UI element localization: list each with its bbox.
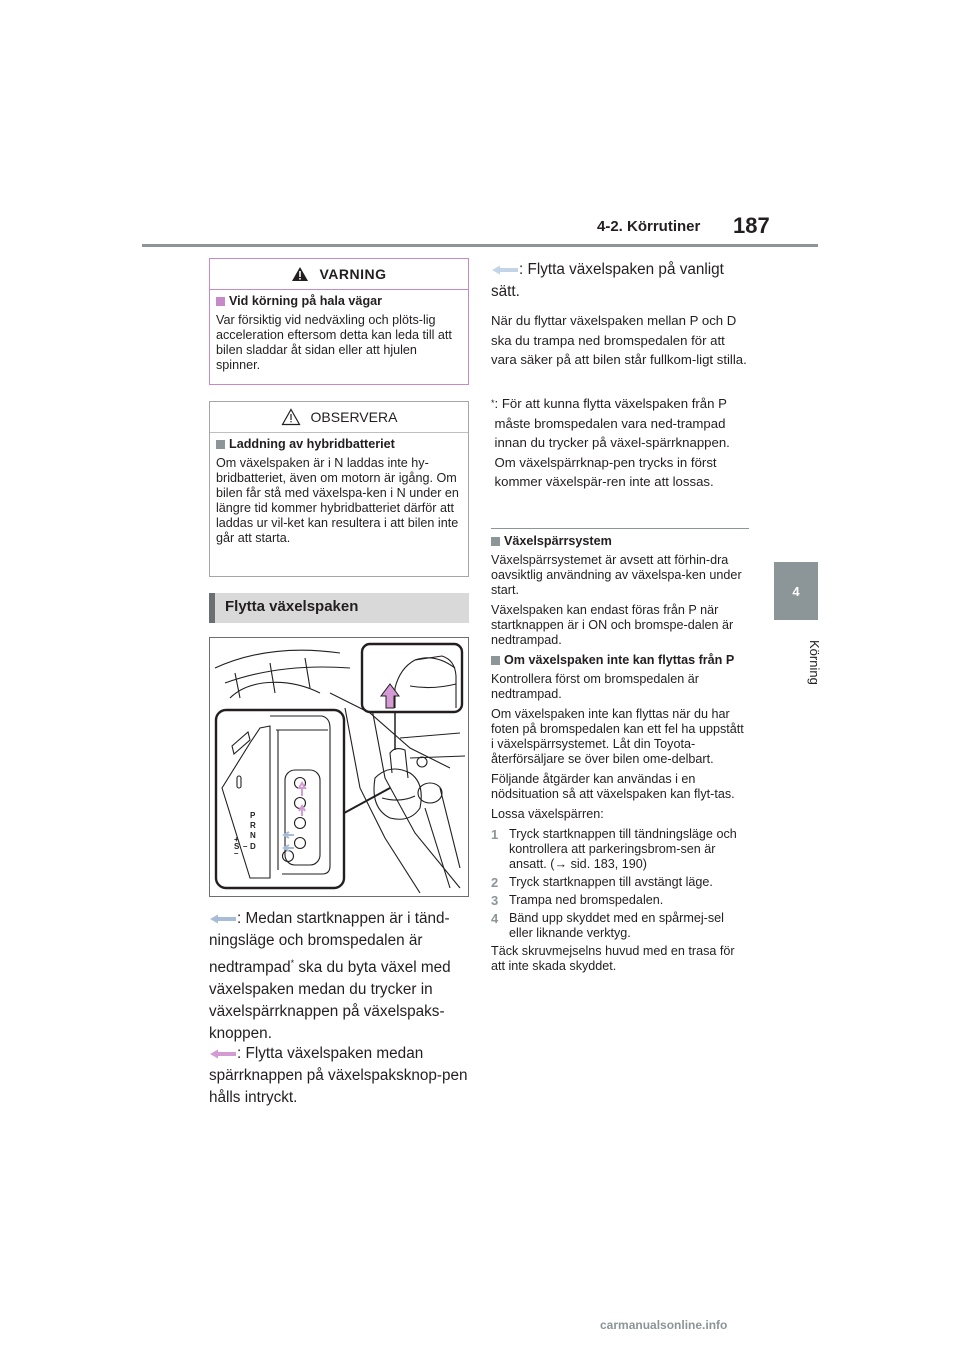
notice-box [209, 401, 469, 577]
chapter-tab[interactable] [774, 562, 818, 620]
footer-watermark[interactable]: carmanualsonline.info [600, 1318, 728, 1332]
list-item: 4 Bänd upp skyddet med en spårmej-sel eller liknande verktyg. [491, 911, 724, 940]
warning-heading: Vid körning på hala vägar [216, 294, 462, 309]
warning-header [210, 259, 468, 290]
light-blue-arrow-icon [491, 265, 519, 275]
instruction-pink: : Flytta växelspaken medan spärrknappen på växelspaksknop-pen hålls intryckt. [209, 1045, 468, 1106]
list-item: 3 Trampa ned bromspedalen. [491, 893, 664, 908]
warning-body [210, 290, 468, 377]
instruction-gray: : Flytta växelspaken på vanligt sätt. [491, 261, 724, 300]
page-number: 187 [733, 213, 770, 238]
warning-box [209, 258, 469, 385]
shift-lock-p2: Växelspaken kan endast föras från P när startknappen är i ON och bromspe-dalen är nedtrampad. [491, 603, 734, 647]
footnote: * : För att kunna flytta växelspaken från P måste bromspedalen vara ned-trampad innan du trycker på växel-spärrknappen. Om växelspärrknap-pen trycks in först kommer växelspär-ren inte att lossas. [491, 396, 730, 489]
caution-icon [281, 408, 301, 426]
header-divider [142, 244, 818, 247]
notice-heading: Laddning av hybridbatteriet [216, 437, 462, 452]
chapter-number: 4 [792, 583, 800, 599]
blue-arrow-icon [209, 914, 237, 924]
cannot-shift-p5: Följande åtgärder kan användas i en nödsituation så att växelspaken kan flyt-tas. [491, 772, 735, 801]
cannot-shift-p4: Om växelspaken inte kan flyttas när du har foten på bromspedalen kan ett fel ha uppstått i växelspärrsystemet. Låt din Toyota-återförsäljare se över bilen ome-delbart. [491, 707, 744, 766]
chapter-label: Körning [807, 640, 822, 685]
gear-plus: + [234, 835, 239, 844]
pink-arrow-icon [209, 1049, 237, 1059]
release-steps [491, 827, 749, 941]
notice-header [210, 402, 468, 433]
shift-lock-section [491, 534, 749, 974]
notice-body [210, 433, 468, 550]
bullet-square-icon [491, 537, 500, 546]
shift-lever-figure [209, 637, 469, 897]
cannot-shift-heading: Om växelspaken inte kan flyttas från P [491, 653, 749, 668]
gear-letter-r: R [250, 821, 256, 830]
instruction-blue: : Medan startknappen är i tänd-ningsläge och bromspedalen är nedtrampad* ska du byta växel med växelspaken medan du trycker in växelspärrknappen på växelspaks-knoppen. [209, 910, 451, 1043]
gear-minus: – [234, 849, 239, 858]
release-intro: Lossa växelspärren: [491, 807, 604, 821]
shift-lock-heading: Växelspärrsystem [491, 534, 749, 549]
warning-text: Var försiktig vid nedväxling och plöts-lig acceleration eftersom detta kan leda till att bilen sladdar åt sidan eller att hjulen spinner. [216, 313, 452, 372]
list-item: 2 Tryck startknappen till avstängt läge. [491, 875, 713, 890]
brake-note: När du flyttar växelspaken mellan P och D ska du trampa ned bromspedalen för att vara säker på att bilen står fullkom-ligt stilla. [491, 313, 747, 367]
section-title: 4-2. Körrutiner [597, 218, 701, 235]
list-item: 1 Tryck startknappen till tändningsläge och kontrollera att parkeringsbrom-sen är ansatt. (→ sid. 183, 190) [491, 827, 737, 871]
shift-lock-p1: Växelspärrsystemet är avsett att förhin-dra oavsiktlig användning av växelspa-ken under start. [491, 553, 742, 597]
gear-letter-s: S [234, 842, 240, 851]
gear-dash: – [243, 842, 248, 851]
bullet-square-icon [216, 297, 225, 306]
bullet-square-icon [216, 440, 225, 449]
gear-letter-n: N [250, 831, 256, 840]
shift-lever-illustration [210, 638, 468, 896]
gear-letter-p: P [250, 811, 256, 820]
bullet-square-icon [491, 656, 500, 665]
warning-icon [291, 266, 309, 282]
section-divider [491, 528, 749, 529]
warning-title: VARNING [319, 266, 387, 282]
cannot-shift-p3: Kontrollera först om bromspedalen är nedtrampad. [491, 672, 699, 701]
notice-text: Om växelspaken är i N laddas inte hy-bridbatteriet, även om motorn är igång. Om bilen får stå med växelspa-ken i N under en längre tid kommer hybridbatteriet därför att laddas ur vil-ket kan resultera i att bilen inte går att starta. [216, 456, 459, 545]
gear-letter-d: D [250, 842, 256, 851]
section-heading: Flytta växelspaken [209, 593, 469, 623]
notice-title: OBSERVERA [310, 409, 398, 425]
screwdriver-note: Täck skruvmejselns huvud med en trasa för att inte skada skyddet. [491, 944, 735, 973]
